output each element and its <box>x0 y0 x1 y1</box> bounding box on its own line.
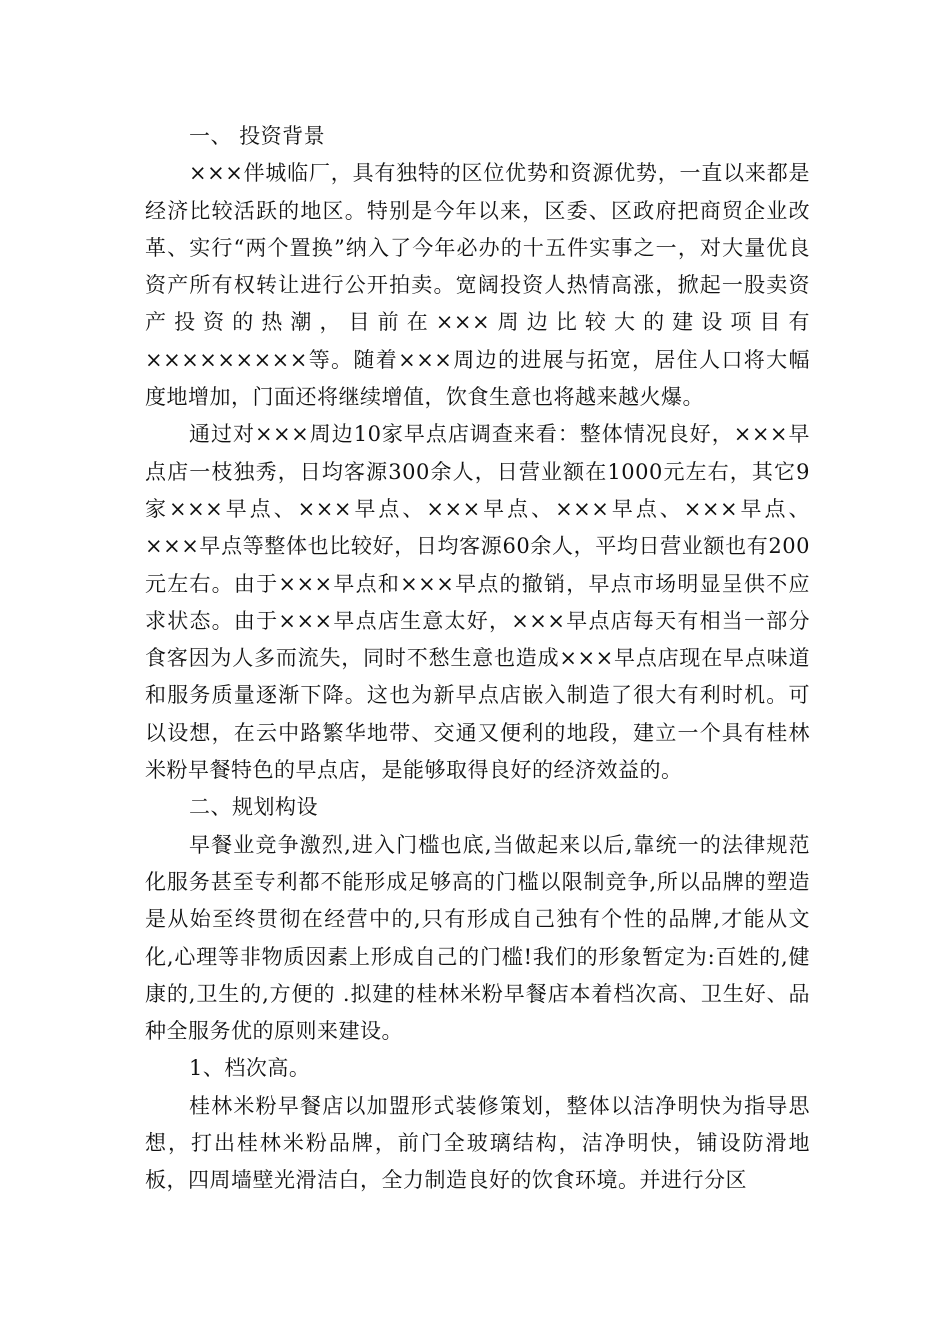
section-heading-investment-background: 一、 投资背景 <box>189 124 326 148</box>
paragraph-decoration: 桂林米粉早餐店以加盟形式装修策划，整体以洁净明快为指导思想，打出桂林米粉品牌，前门全玻璃结构，洁净明快，铺设防滑地板，四周墙壁光滑洁白，全力制造良好的饮食环境。并进行分区 <box>145 1093 810 1193</box>
paragraph-branding: 早餐业竞争激烈,进入门槛也底,当做起来以后,靠统一的法律规范化服务甚至专利都不能形成足够高的门槛以限制竞争,所以品牌的塑造是从始至终贯彻在经营中的,只有形成自己独有个性的品牌,才能从文化,心理等非物质因素上形成自己的门槛!我们的形象暂定为:百姓的,健康的,卫生的,方便的 .拟建的桂林米粉早餐店本着档次高、卫生好、品种全服务优的原则来建设。 <box>145 832 810 1044</box>
paragraph-survey: 通过对×××周边10家早点店调查来看：整体情况良好，×××早点店一枝独秀，日均客源300余人，日营业额在1000元左右，其它9家×××早点、×××早点、×××早点、×××早点、×××早点、×××早点等整体也比较好，日均客源60余人，平均日营业额也有200元左右。由于×××早点和×××早点的撤销，早点市场明显呈供不应求状态。由于×××早点店生意太好，×××早点店每天有相当一部分食客因为人多而流失，同时不愁生意也造成×××早点店现在早点味道和服务质量逐渐下降。这也为新早点店嵌入制造了很大有利时机。可以设想，在云中路繁华地带、交通又便利的地段，建立一个具有桂林米粉早餐特色的早点店，是能够取得良好的经济效益的。 <box>145 422 810 783</box>
paragraph-background: ×××伴城临厂，具有独特的区位优势和资源优势，一直以来都是经济比较活跃的地区。特别是今年以来，区委、区政府把商贸企业改革、实行“两个置换”纳入了今年必办的十五件实事之一，对大量优良资产所有权转让进行公开拍卖。宽阔投资人热情高涨，掀起一股卖资产投资的热潮，目前在×××周边比较大的建设项目有×××××××××等。随着×××周边的进展与拓宽，居住人口将大幅度地增加，门面还将继续增值，饮食生意也将越来越火爆。 <box>145 161 810 410</box>
subheading-high-grade: 1、档次高。 <box>189 1056 311 1081</box>
section-heading-planning: 二、规划构设 <box>189 795 318 820</box>
document-body <box>145 118 810 1200</box>
